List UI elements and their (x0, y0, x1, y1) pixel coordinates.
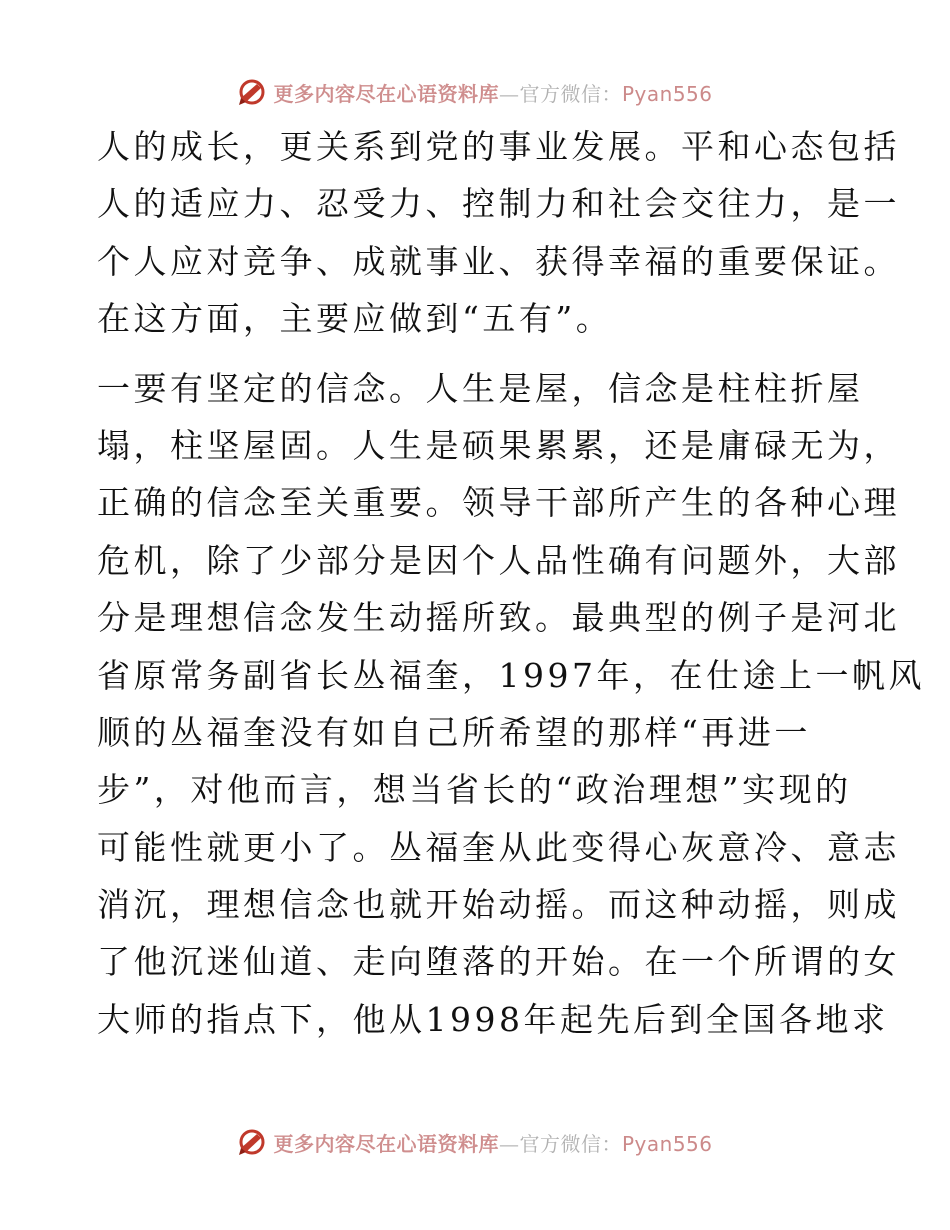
paragraph-gap (97, 348, 857, 360)
text-line: 大师的指点下，他从1998年起先后到全国各地求 (97, 999, 889, 1039)
paragraph-1 (97, 118, 900, 348)
footer-watermark (0, 1122, 950, 1162)
text-line: 正确的信念至关重要。领导干部所产生的各种心理 (97, 483, 900, 523)
watermark-slogan: 更多内容尽在心语资料库 (273, 1131, 499, 1156)
watermark-weixin-label: 官方微信： (519, 81, 622, 106)
document-body (97, 118, 925, 1048)
watermark-dash: — (498, 1131, 520, 1156)
text-line: 人的适应力、忍受力、控制力和社会交往力，是一 (97, 184, 900, 224)
watermark-handle: Pyan556 (621, 1131, 713, 1156)
text-line: 步”，对他而言，想当省长的“政治理想”实现的 (97, 770, 852, 810)
paragraph-2 (97, 360, 925, 1049)
text-line: 分是理想信念发生动摇所致。最典型的例子是河北 (97, 598, 900, 638)
pen-in-circle-icon (237, 77, 267, 107)
pen-in-circle-icon (237, 1127, 267, 1157)
text-line: 顺的丛福奎没有如自己所希望的那样“再进一 (97, 712, 811, 752)
text-line: 危机，除了少部分是因个人品性确有问题外，大部 (97, 540, 900, 580)
text-line: 塌，柱坚屋固。人生是硕果累累，还是庸碌无为， (97, 425, 900, 465)
text-line: 了他沉迷仙道、走向堕落的开始。在一个所谓的女 (97, 942, 900, 982)
footer-watermark-text (273, 1128, 712, 1157)
text-line: 消沉，理想信念也就开始动摇。而这种动摇，则成 (97, 885, 900, 925)
header-watermark (0, 72, 950, 112)
text-line: 一要有坚定的信念。人生是屋，信念是柱柱折屋 (97, 368, 864, 408)
text-line: 可能性就更小了。丛福奎从此变得心灰意冷、意志 (97, 827, 900, 867)
text-line: 省原常务副省长丛福奎，1997年，在仕途上一帆风 (97, 655, 925, 695)
header-watermark-text (273, 78, 712, 107)
watermark-handle: Pyan556 (621, 81, 713, 106)
text-line: 在这方面，主要应做到“五有”。 (97, 299, 613, 339)
watermark-weixin-label: 官方微信： (519, 1131, 622, 1156)
text-line: 个人应对竞争、成就事业、获得幸福的重要保证。 (97, 241, 900, 281)
text-line: 人的成长，更关系到党的事业发展。平和心态包括 (97, 127, 900, 166)
watermark-slogan: 更多内容尽在心语资料库 (273, 81, 499, 106)
watermark-dash: — (498, 81, 520, 106)
